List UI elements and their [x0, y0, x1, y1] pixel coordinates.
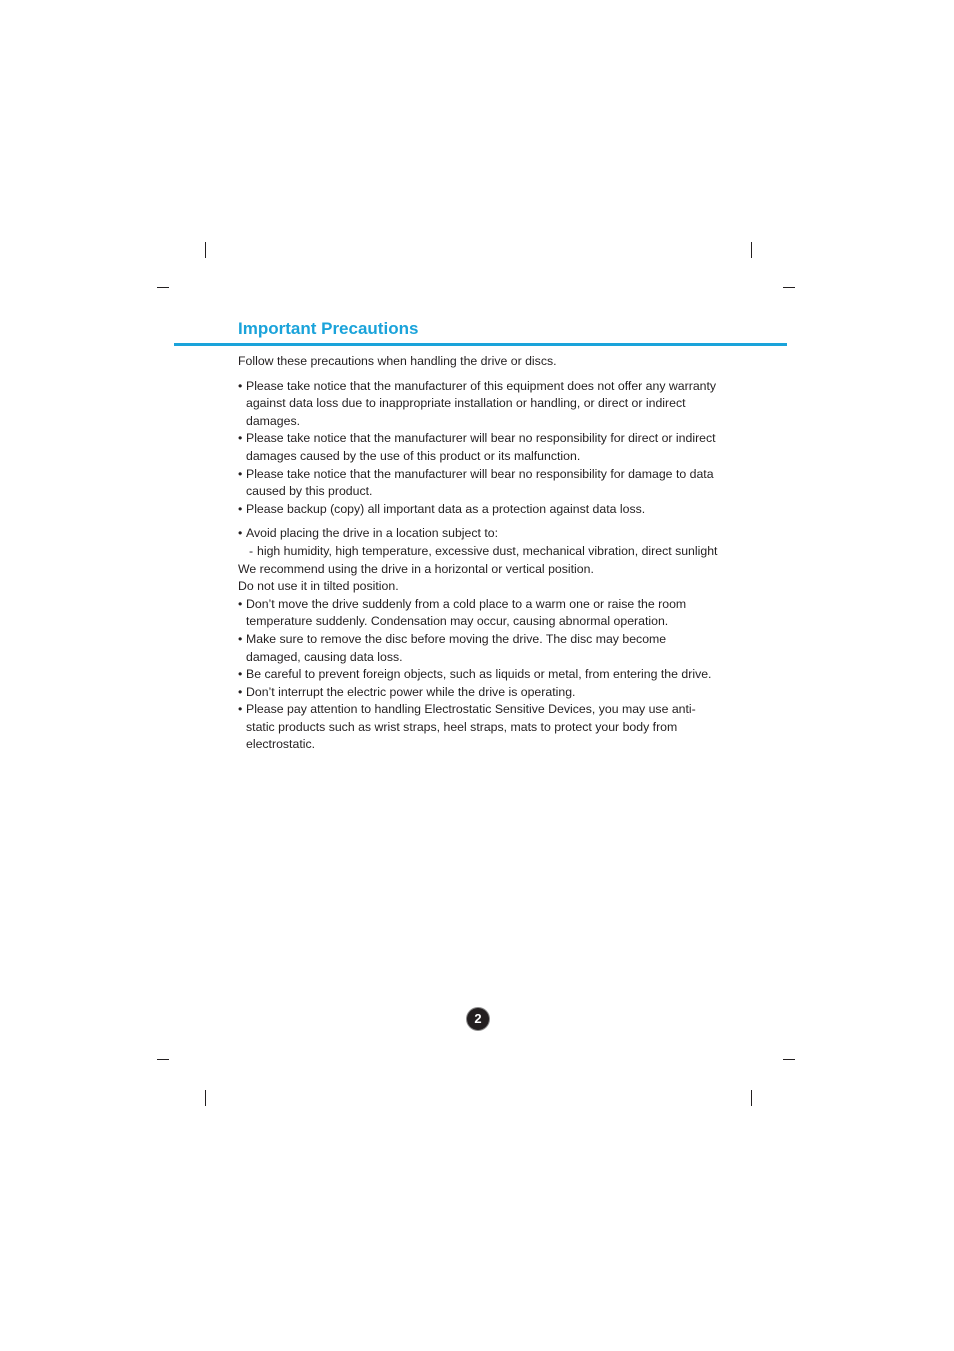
bullet-icon: • — [238, 684, 243, 699]
crop-mark-bottom-left-vertical — [205, 1090, 206, 1106]
intro-text: Follow these precautions when handling the drive or discs. — [238, 354, 557, 368]
precautions-body — [238, 353, 718, 754]
list-item: • Please backup (copy) all important data as a protection against data loss. — [238, 501, 718, 519]
list-item-avoid: • Avoid placing the drive in a location subject to: — [238, 525, 718, 543]
page-title: Important Precautions — [238, 319, 419, 338]
bullet-icon: • — [238, 466, 243, 481]
bullet-icon: • — [238, 526, 243, 541]
position-note-1: We recommend using the drive in a horizontal or vertical position. — [238, 561, 594, 576]
bullet-icon: • — [238, 431, 243, 446]
crop-mark-top-right-horizontal — [783, 287, 795, 288]
crop-mark-bottom-right-horizontal — [783, 1059, 795, 1060]
bullet-icon: • — [238, 378, 243, 393]
list-item: • Be careful to prevent foreign objects, such as liquids or metal, from entering the drive. — [238, 666, 718, 684]
crop-mark-top-right-vertical — [751, 242, 752, 258]
position-note-2: Do not use it in tilted position. — [238, 579, 399, 594]
crop-mark-bottom-left-horizontal — [157, 1059, 169, 1060]
list-item: • Make sure to remove the disc before moving the drive. The disc may become damaged, causing data loss. — [238, 631, 667, 664]
list-item: • Don’t interrupt the electric power while the drive is operating. — [238, 684, 718, 702]
list-item: • Please take notice that the manufacturer of this equipment does not offer any warranty against data loss due to inappropriate installation or handling, or direct or indirect damages. — [238, 378, 717, 428]
crop-mark-top-left-horizontal — [157, 287, 169, 288]
handling-list — [238, 525, 718, 754]
bullet-icon: • — [238, 702, 243, 717]
sub-item-conditions: - high humidity, high temperature, excessive dust, mechanical vibration, direct sunlight — [238, 543, 718, 561]
bullet-icon: • — [238, 596, 243, 611]
bullet-icon: • — [238, 667, 243, 682]
bullet-icon: • — [238, 631, 243, 646]
crop-mark-bottom-right-vertical — [751, 1090, 752, 1106]
title-underline — [174, 343, 787, 346]
page-number-badge: 2 — [467, 1008, 489, 1030]
list-item: • Don’t move the drive suddenly from a cold place to a warm one or raise the room temperature suddenly. Condensation may occur, causing abnormal operation. — [238, 596, 687, 629]
warranty-list — [238, 378, 718, 519]
list-item: • Please take notice that the manufacturer will bear no responsibility for damage to data caused by this product. — [238, 466, 714, 499]
list-item: • Please pay attention to handling Electrostatic Sensitive Devices, you may use anti-static products such as wrist straps, heel straps, mats to protect your body from electrostatic. — [238, 702, 696, 752]
list-item: • Please take notice that the manufacturer will bear no responsibility for direct or indirect damages caused by the use of this product or its malfunction. — [238, 431, 716, 463]
dash-icon: - — [249, 543, 254, 558]
bullet-icon: • — [238, 501, 243, 516]
crop-mark-top-left-vertical — [205, 242, 206, 258]
